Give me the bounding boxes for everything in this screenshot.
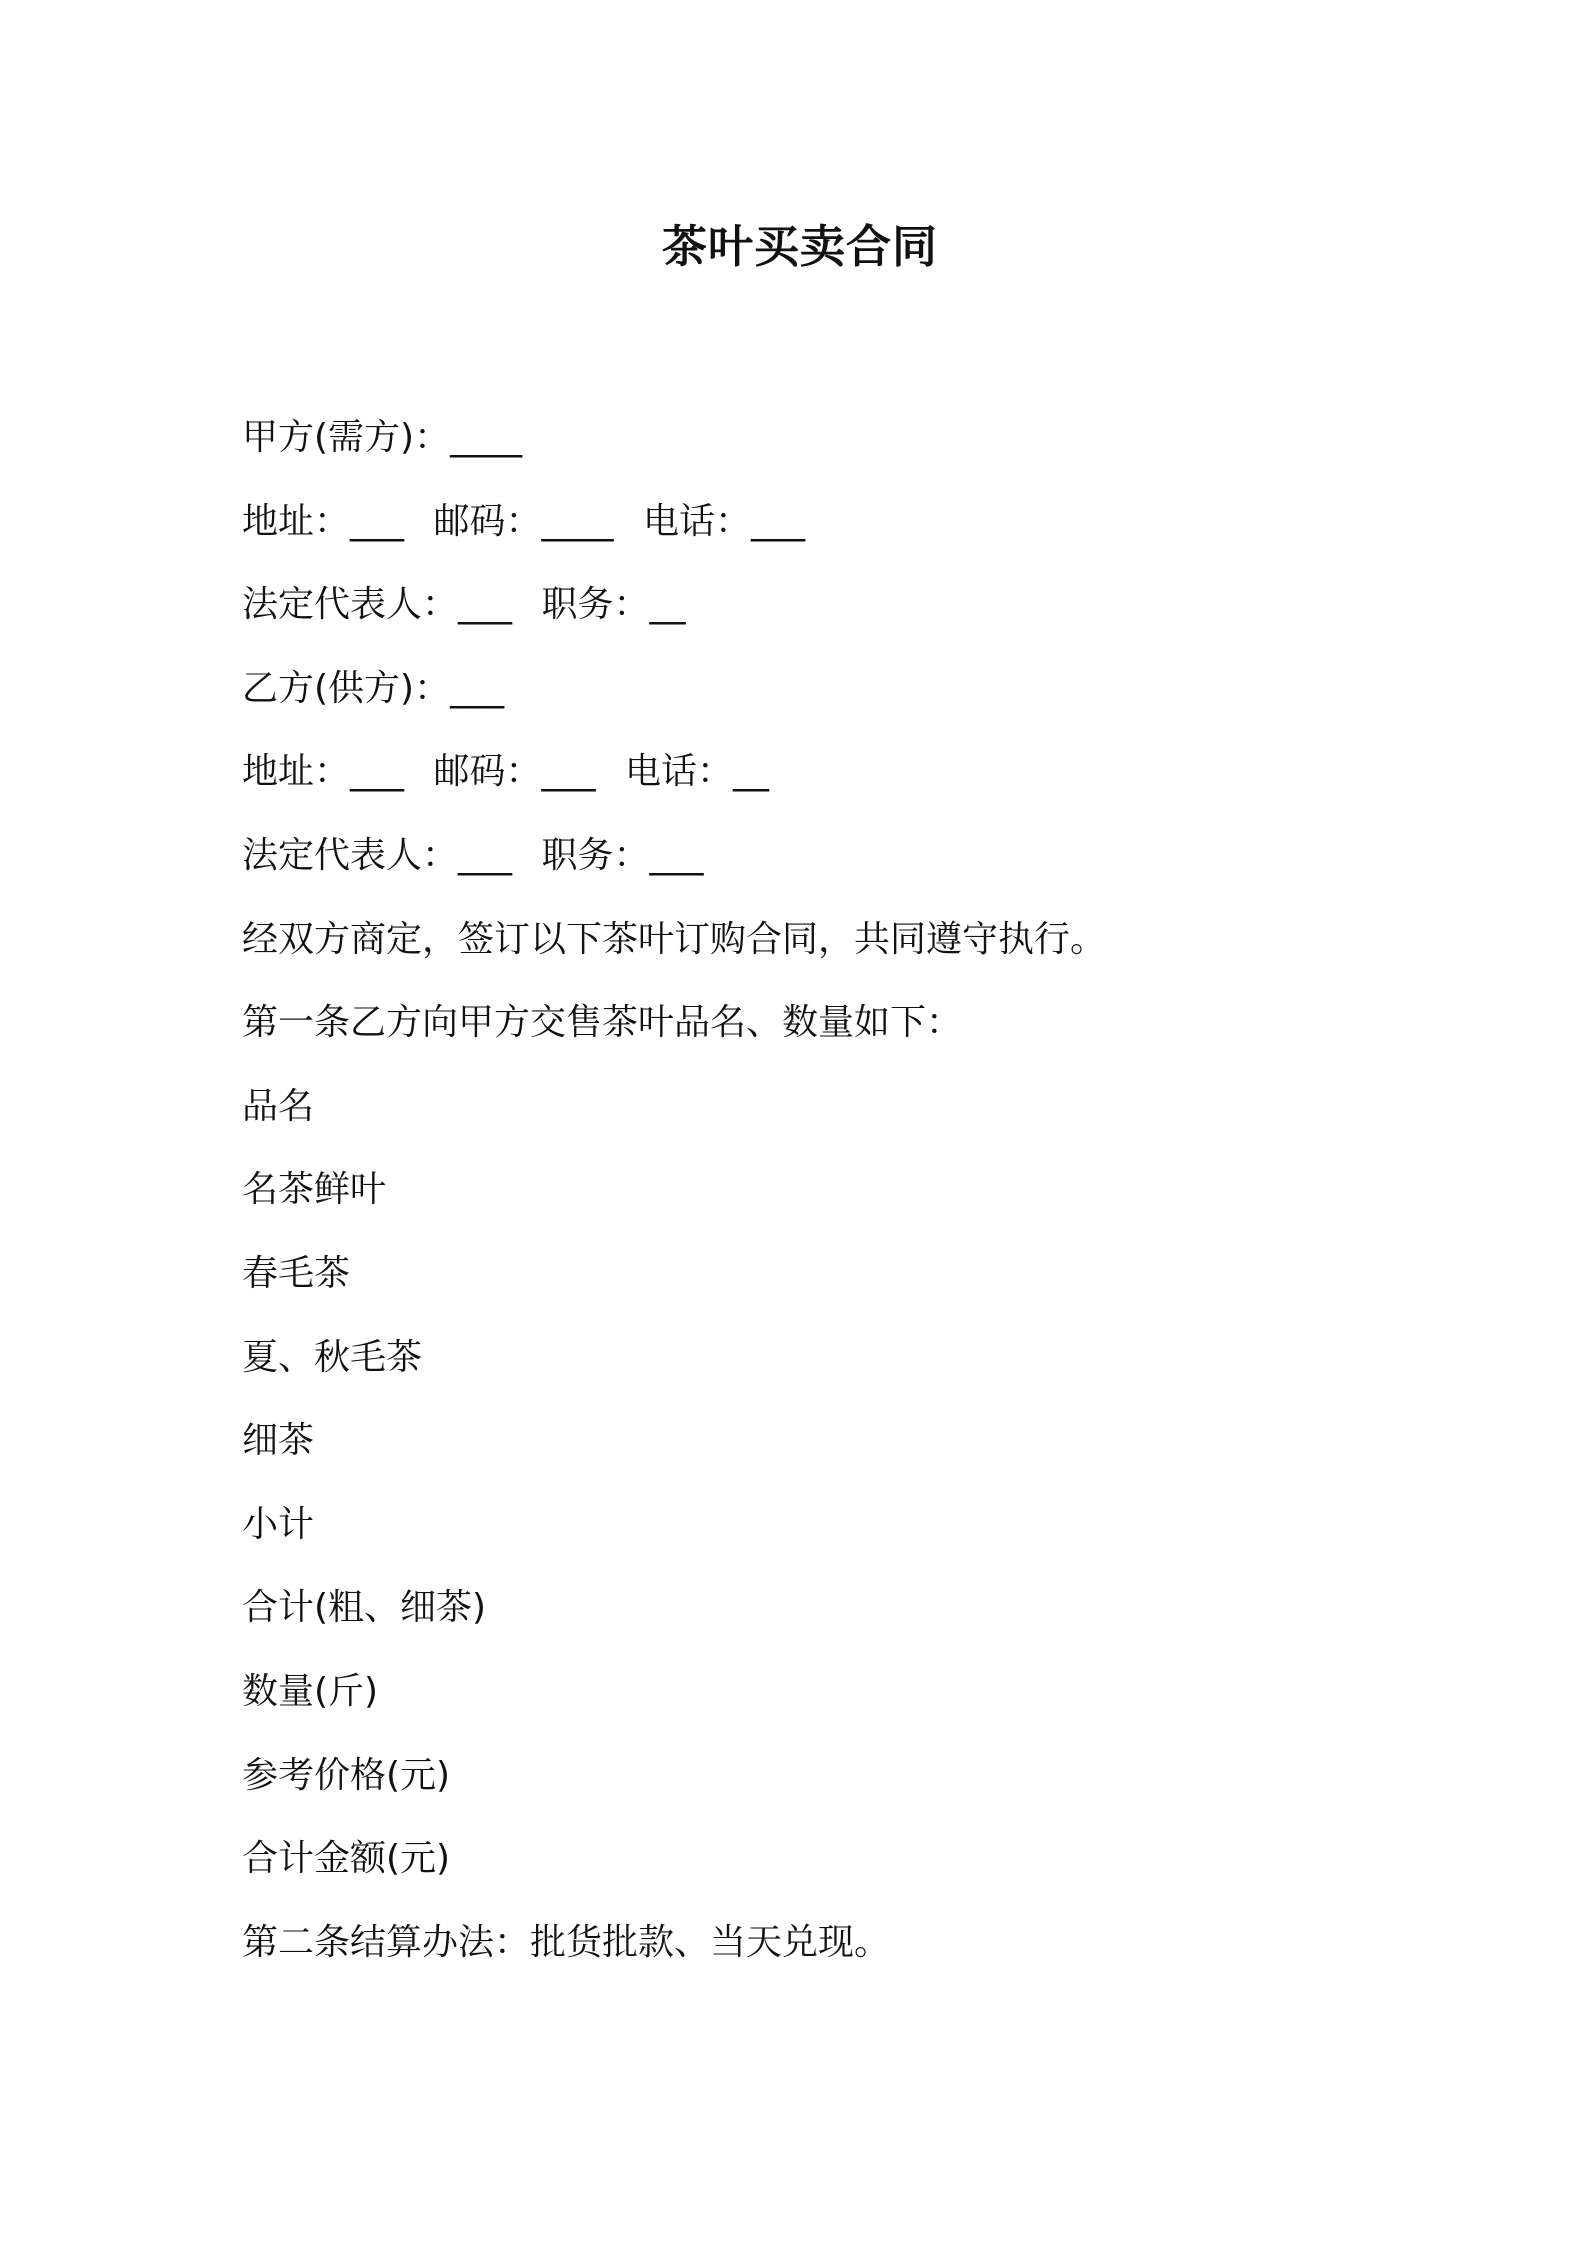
party-b-name: 乙方(供方)：___ [242,667,505,709]
product-line: 参考价格(元) [242,1754,451,1796]
article-1-heading: 第一条乙方向甲方交售茶叶品名、数量如下： [242,1002,963,1044]
party-a-representative: 法定代表人：___ [242,584,513,626]
product-line: 名茶鲜叶 [242,1169,387,1211]
party-b-name-line [242,654,1542,738]
party-a-contact-line [242,487,1542,571]
party-b-postcode: 邮码：___ [433,751,596,793]
party-b-representative-line [242,821,1542,905]
product-line: 品名 [242,1085,315,1127]
party-a-representative-line [242,570,1542,654]
document-title: 茶叶买卖合同 [661,220,938,273]
party-a-name-line [242,403,1542,487]
party-a-name: 甲方(需方)：____ [242,417,523,458]
product-line: 合计金额(元) [242,1838,451,1880]
party-b-position: 职务：___ [541,834,704,876]
party-a-postcode: 邮码：____ [433,500,614,542]
party-a-phone: 电话：___ [642,500,805,542]
article-2-settlement: 第二条结算办法：批货批款、当天兑现。 [242,1921,891,1963]
party-b-representative: 法定代表人：___ [242,834,513,876]
preamble-paragraph: 经双方商定，签订以下茶叶订购合同，共同遵守执行。 [242,918,1107,960]
party-b-address: 地址：___ [242,751,405,793]
product-line: 小计 [242,1503,315,1545]
product-line: 合计(粗、细茶) [242,1587,487,1629]
party-b-contact-line [242,737,1542,821]
product-line: 春毛茶 [242,1252,351,1294]
party-a-address: 地址：___ [242,500,405,542]
product-line: 夏、秋毛茶 [242,1336,423,1378]
contract-body [242,403,1542,1991]
product-line: 数量(斤) [242,1670,379,1712]
product-line: 细茶 [242,1420,315,1462]
party-a-position: 职务：__ [541,584,686,626]
party-b-phone: 电话：__ [624,751,769,793]
